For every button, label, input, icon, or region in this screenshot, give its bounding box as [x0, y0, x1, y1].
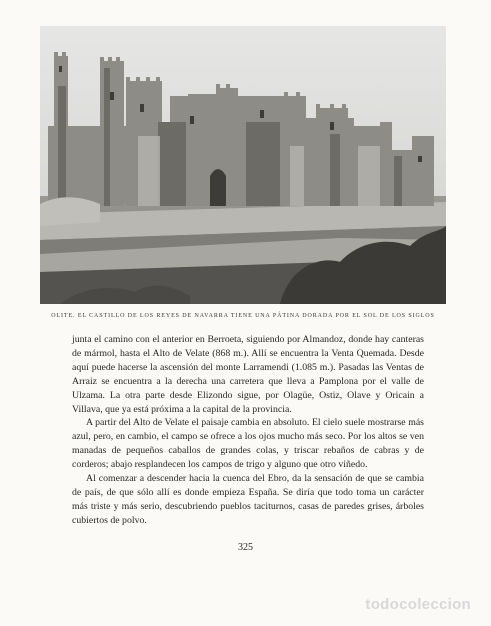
- photo-caption: OLITE. EL CASTILLO DE LOS REYES DE NAVARRA TIENE UNA PÁTINA DORADA POR EL SOL DE LOS SIGLOS: [51, 313, 435, 319]
- castle-photo-image: [40, 26, 446, 304]
- body-text: [72, 333, 424, 528]
- paragraph: A partir del Alto de Velate el paisaje cambia en absoluto. El cielo suele mostrarse más azul, pero, en cambio, el campo se ofrece a los ojos mucho más seco. Por los altos se ven manadas de pequeños caballos de grandes colas, y triscar rebaños de cabras y de corderos; abajo resplandecen los campos de trigo y alguno que otro viñedo.: [72, 417, 424, 471]
- page-number: 325: [238, 542, 253, 553]
- paragraph: junta el camino con el anterior en Berroeta, siguiendo por Almandoz, donde hay canteras de mármol, hasta el Alto de Velate (868 m.). Allí se encuentra la Venta Quemada. Desde aquí puede hacerse la ascensión del monte Larramendi (1.085 m.). Pasadas las Ventas de Arraiz se encuentra a la derecha una carretera que lleva a Pamplona por el valle de Ulzama. La otra parte desde Elizondo sigue, por Olagüe, Ostiz, Olave y Oricain a Villava, que ya está próxima a la capital de la provincia.: [72, 334, 424, 415]
- watermark-text: todocoleccion: [365, 596, 471, 613]
- paragraph: Al comenzar a descender hacia la cuenca del Ebro, da la sensación de que se cambia de país, de que sólo allí es donde empieza España. Se diría que todo toma un carácter más triste y más serio, descubriendo pueblos taciturnos, casas de paredes grises, árboles cubiertos de polvo.: [72, 473, 424, 526]
- castle-photo: [40, 26, 446, 304]
